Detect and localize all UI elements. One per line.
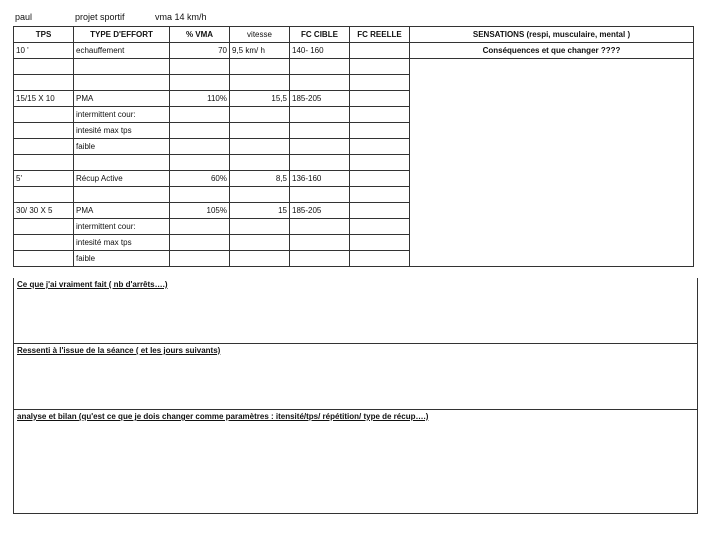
cell-tps[interactable]: 30/ 30 X 5	[14, 203, 74, 219]
cell-tps[interactable]	[14, 139, 74, 155]
cell-fc-cible[interactable]	[290, 59, 350, 75]
cell-tps[interactable]	[14, 235, 74, 251]
section-felt[interactable]	[13, 344, 698, 410]
cell-sensations[interactable]	[410, 139, 694, 155]
cell-vitesse[interactable]: 8,5	[230, 171, 290, 187]
cell-tps[interactable]	[14, 155, 74, 171]
col-tps: TPS	[14, 27, 74, 43]
cell-vma[interactable]	[170, 123, 230, 139]
cell-type-effort[interactable]	[74, 155, 170, 171]
cell-fc-reelle[interactable]	[350, 235, 410, 251]
cell-type-effort[interactable]	[74, 187, 170, 203]
cell-fc-cible[interactable]	[290, 107, 350, 123]
cell-vitesse[interactable]: 15,5	[230, 91, 290, 107]
cell-sensations[interactable]	[410, 123, 694, 139]
col-fc-reelle: FC REELLE	[350, 27, 410, 43]
cell-sensations[interactable]	[410, 251, 694, 267]
cell-fc-reelle[interactable]	[350, 43, 410, 59]
cell-vma[interactable]	[170, 251, 230, 267]
cell-type-effort[interactable]: faible	[74, 251, 170, 267]
cell-type-effort[interactable]: intesité max tps	[74, 235, 170, 251]
col-type-effort: TYPE D'EFFORT	[74, 27, 170, 43]
cell-sensations[interactable]	[410, 203, 694, 219]
table-row	[14, 187, 694, 203]
table-row	[14, 235, 694, 251]
cell-fc-cible[interactable]: 185-205	[290, 91, 350, 107]
col-sensations: SENSATIONS (respi, musculaire, mental )	[410, 27, 694, 43]
cell-vma[interactable]	[170, 155, 230, 171]
table-row	[14, 203, 694, 219]
section-analysis-label: analyse et bilan (qu'est ce que je dois changer comme paramètres : itensité/tps/ répétition/ type de récup….)	[17, 412, 429, 421]
cell-fc-cible[interactable]	[290, 75, 350, 91]
table-row	[14, 171, 694, 187]
cell-fc-cible[interactable]	[290, 251, 350, 267]
cell-type-effort[interactable]: Récup Active	[74, 171, 170, 187]
cell-fc-cible[interactable]	[290, 155, 350, 171]
cell-sensations[interactable]	[410, 187, 694, 203]
cell-fc-reelle[interactable]	[350, 139, 410, 155]
cell-fc-reelle[interactable]	[350, 123, 410, 139]
cell-type-effort[interactable]	[74, 75, 170, 91]
col-vma: % VMA	[170, 27, 230, 43]
cell-sensations[interactable]	[410, 155, 694, 171]
section-felt-label: Ressenti à l'issue de la séance ( et les jours suivants)	[17, 346, 221, 355]
section-done[interactable]	[13, 278, 698, 344]
cell-type-effort[interactable]: faible	[74, 139, 170, 155]
cell-sensations[interactable]	[410, 171, 694, 187]
cell-tps[interactable]	[14, 107, 74, 123]
cell-tps[interactable]	[14, 251, 74, 267]
cell-vma[interactable]: 110%	[170, 91, 230, 107]
cell-vitesse[interactable]	[230, 59, 290, 75]
cell-fc-reelle[interactable]	[350, 107, 410, 123]
section-analysis[interactable]	[13, 410, 698, 514]
cell-type-effort[interactable]: intesité max tps	[74, 123, 170, 139]
table-row	[14, 107, 694, 123]
table-row	[14, 43, 694, 59]
cell-type-effort[interactable]: PMA	[74, 203, 170, 219]
table-row	[14, 123, 694, 139]
consequences-label: Conséquences et que changer ????	[410, 43, 694, 59]
cell-fc-reelle[interactable]	[350, 59, 410, 75]
table-row	[14, 139, 694, 155]
cell-tps[interactable]	[14, 123, 74, 139]
training-table	[13, 26, 694, 267]
cell-type-effort[interactable]: echauffement	[74, 43, 170, 59]
cell-fc-reelle[interactable]	[350, 251, 410, 267]
cell-tps[interactable]	[14, 219, 74, 235]
cell-vma[interactable]	[170, 235, 230, 251]
cell-tps[interactable]	[14, 59, 74, 75]
cell-vma[interactable]	[170, 139, 230, 155]
table-row	[14, 75, 694, 91]
cell-tps[interactable]: 15/15 X 10	[14, 91, 74, 107]
cell-fc-cible[interactable]: 185-205	[290, 203, 350, 219]
cell-vitesse[interactable]	[230, 107, 290, 123]
cell-vma[interactable]: 70	[170, 43, 230, 59]
cell-vma[interactable]	[170, 219, 230, 235]
cell-fc-reelle[interactable]	[350, 91, 410, 107]
cell-fc-cible[interactable]	[290, 219, 350, 235]
project-label: projet sportif	[75, 12, 125, 22]
cell-sensations[interactable]	[410, 235, 694, 251]
cell-vitesse[interactable]	[230, 75, 290, 91]
cell-fc-cible[interactable]	[290, 235, 350, 251]
cell-fc-cible[interactable]: 136-160	[290, 171, 350, 187]
table-header-row	[14, 27, 694, 43]
cell-fc-cible[interactable]	[290, 123, 350, 139]
cell-type-effort[interactable]: PMA	[74, 91, 170, 107]
cell-sensations[interactable]	[410, 59, 694, 75]
cell-vitesse[interactable]: 9,5 km/ h	[230, 43, 290, 59]
cell-vitesse[interactable]	[230, 155, 290, 171]
section-done-label: Ce que j'ai vraiment fait ( nb d'arrêts….)	[17, 280, 168, 289]
cell-vma[interactable]	[170, 107, 230, 123]
col-vitesse: vitesse	[230, 27, 290, 43]
cell-fc-reelle[interactable]	[350, 155, 410, 171]
cell-vitesse[interactable]	[230, 139, 290, 155]
cell-vitesse[interactable]	[230, 123, 290, 139]
cell-fc-cible[interactable]: 140- 160	[290, 43, 350, 59]
col-fc-cible: FC CIBLE	[290, 27, 350, 43]
cell-fc-reelle[interactable]	[350, 187, 410, 203]
cell-tps[interactable]: 5'	[14, 171, 74, 187]
cell-vma[interactable]	[170, 59, 230, 75]
cell-fc-reelle[interactable]	[350, 219, 410, 235]
cell-fc-reelle[interactable]	[350, 171, 410, 187]
cell-sensations[interactable]	[410, 219, 694, 235]
table-row	[14, 155, 694, 171]
cell-vma[interactable]: 105%	[170, 203, 230, 219]
cell-vma[interactable]	[170, 187, 230, 203]
cell-type-effort[interactable]: intermittent cour:	[74, 219, 170, 235]
cell-fc-cible[interactable]	[290, 187, 350, 203]
cell-type-effort[interactable]	[74, 59, 170, 75]
cell-sensations[interactable]	[410, 91, 694, 107]
cell-fc-reelle[interactable]	[350, 203, 410, 219]
table-row	[14, 219, 694, 235]
table-row	[14, 59, 694, 75]
cell-vitesse[interactable]	[230, 251, 290, 267]
cell-tps[interactable]: 10 '	[14, 43, 74, 59]
cell-type-effort[interactable]: intermittent cour:	[74, 107, 170, 123]
cell-tps[interactable]	[14, 75, 74, 91]
cell-vitesse[interactable]: 15	[230, 203, 290, 219]
athlete-name: paul	[15, 12, 33, 22]
table-row	[14, 91, 694, 107]
vma-label: vma 14 km/h	[155, 12, 207, 22]
cell-fc-cible[interactable]	[290, 139, 350, 155]
cell-sensations[interactable]	[410, 107, 694, 123]
cell-vma[interactable]: 60%	[170, 171, 230, 187]
cell-vma[interactable]	[170, 75, 230, 91]
cell-vitesse[interactable]	[230, 187, 290, 203]
cell-fc-reelle[interactable]	[350, 75, 410, 91]
cell-vitesse[interactable]	[230, 219, 290, 235]
cell-vitesse[interactable]	[230, 235, 290, 251]
cell-sensations[interactable]	[410, 75, 694, 91]
cell-tps[interactable]	[14, 187, 74, 203]
table-row	[14, 251, 694, 267]
